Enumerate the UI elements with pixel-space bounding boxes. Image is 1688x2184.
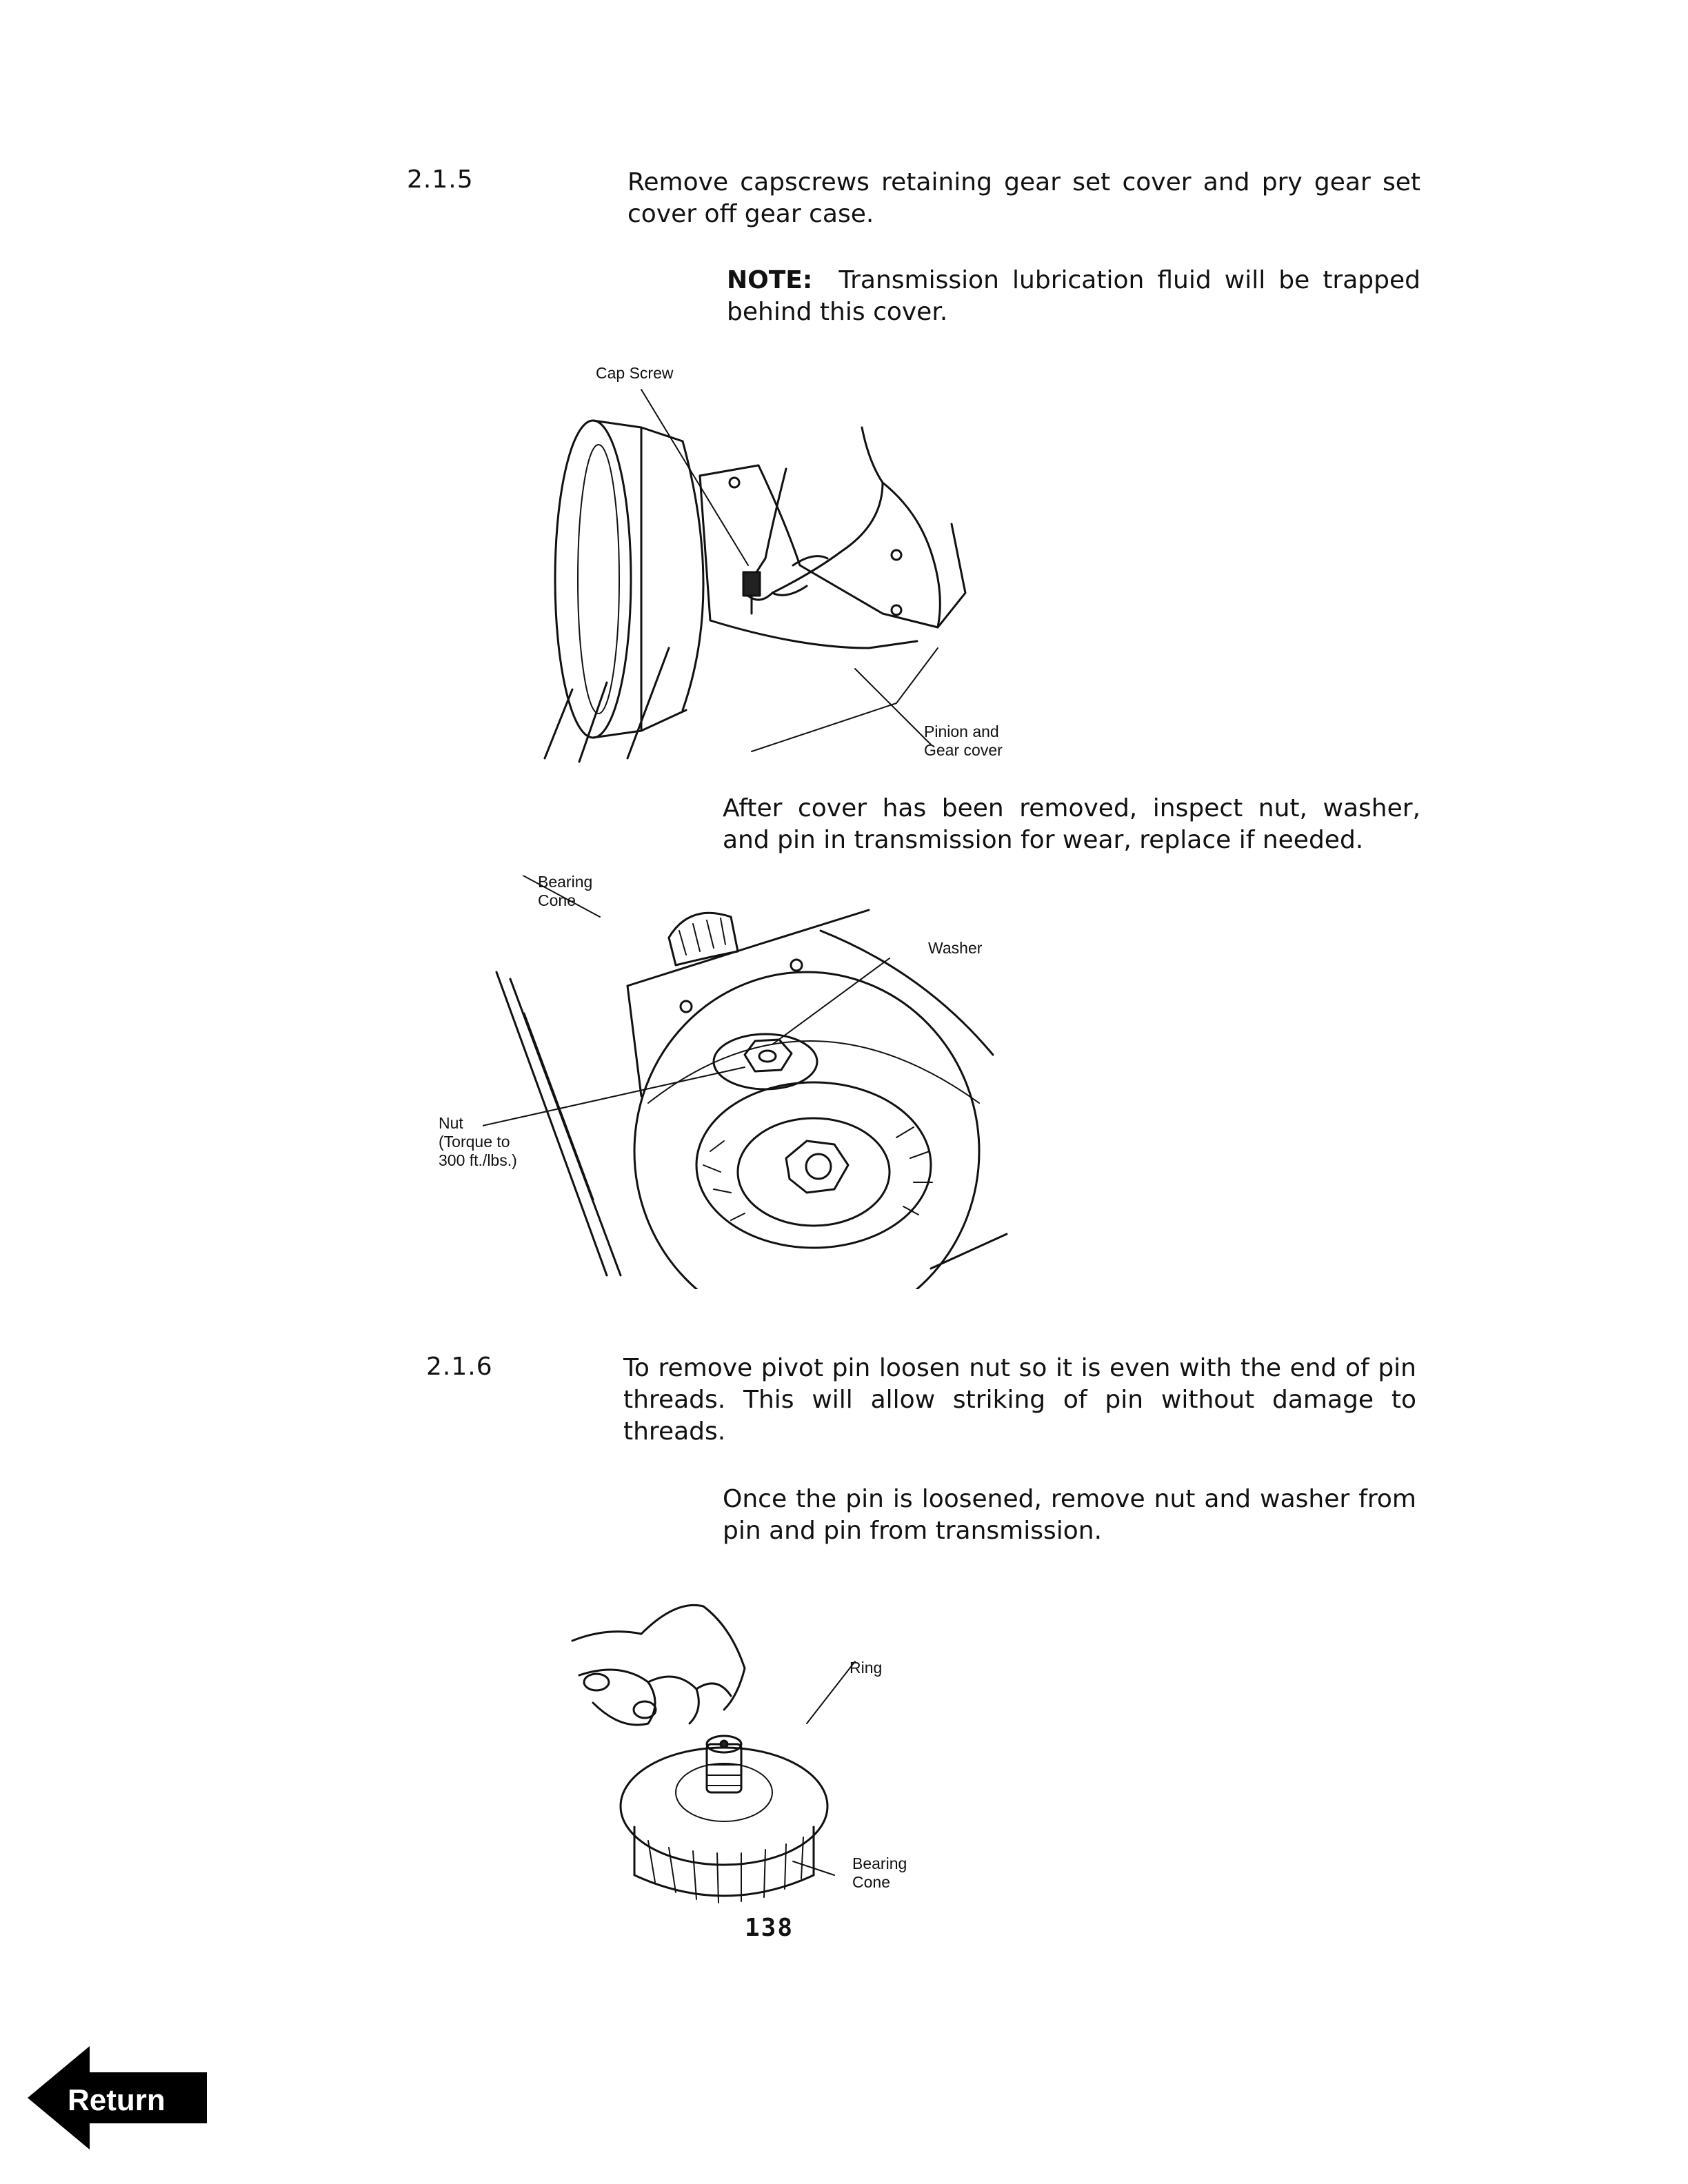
label-washer: Washer	[928, 939, 983, 957]
return-label: Return	[68, 2083, 165, 2117]
page-number: 138	[745, 1914, 794, 1942]
label-bearing-cone: Bearing Cone	[852, 1854, 907, 1891]
step-text: To remove pivot pin loosen nut so it is even with the end of pin threads. This will allow striking of pin without damage to threads.	[623, 1354, 1416, 1446]
loosened-text: Once the pin is loosened, remove nut and washer from pin and pin from transmission.	[723, 1485, 1416, 1545]
label-pinion-gear-cover: Pinion and Gear cover	[924, 722, 1003, 759]
section-number: 2.1.6	[426, 1353, 493, 1381]
note-text: Transmission lubrication fluid will be trapped behind this cover.	[727, 266, 1420, 326]
note-label: NOTE:	[727, 266, 813, 294]
section-number: 2.1.5	[407, 165, 474, 194]
label-bearing-cone: Bearing Cone	[538, 873, 593, 909]
cover-removal-illustration	[524, 386, 1021, 772]
label-cap-screw: Cap Screw	[596, 364, 674, 382]
step-text: Remove capscrews retaining gear set cover and pry gear set cover off gear case.	[627, 168, 1420, 228]
inspect-text: After cover has been removed, inspect nut, washer, and pin in transmission for wear, replace if needed.	[723, 794, 1420, 854]
label-ring: Ring	[850, 1659, 883, 1677]
note	[727, 265, 1420, 328]
nut-washer-illustration	[483, 876, 1034, 1289]
label-nut: Nut (Torque to 300 ft./lbs.)	[439, 1114, 517, 1169]
return-button[interactable]	[28, 2046, 208, 2150]
